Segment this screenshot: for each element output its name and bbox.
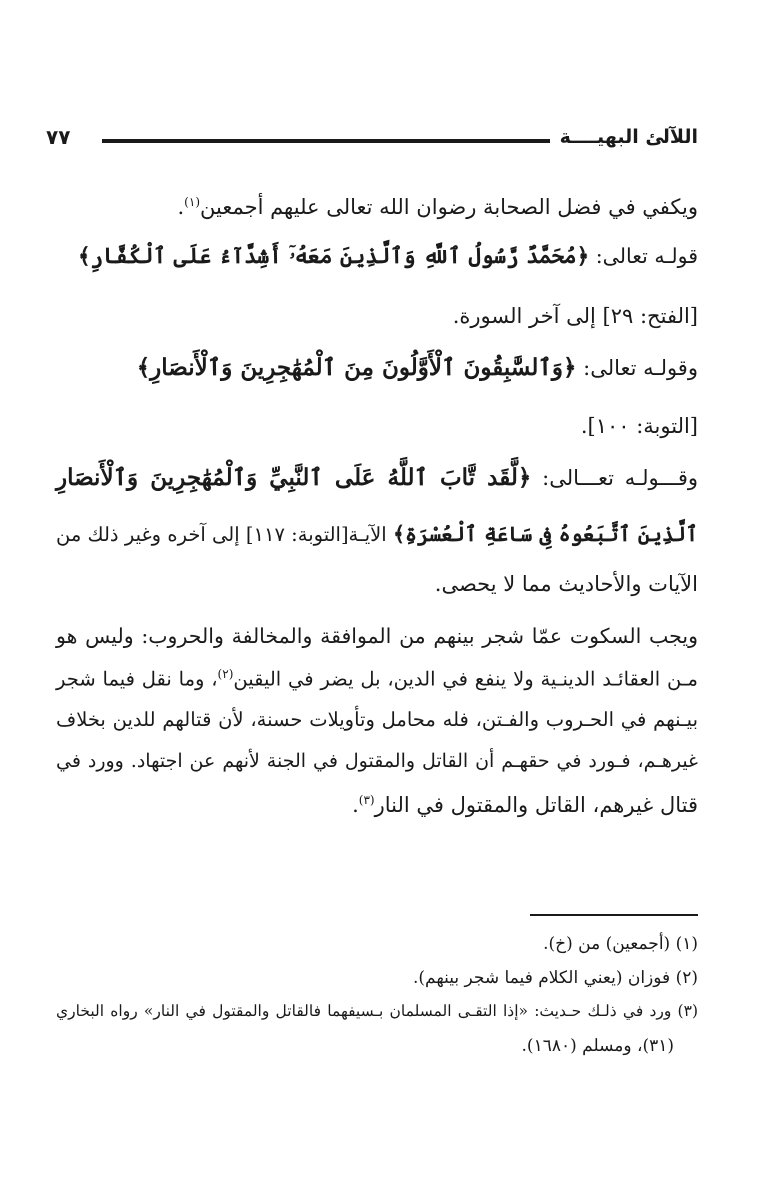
text-segment: ويكفي في فضل الصحابة رضوان الله تعالى عليهم أجمعين (200, 195, 698, 219)
quran-verse: ٱلَّذِينَ ٱتَّبَعُوهُ فِى سَاعَةِ ٱلْعُسْرَةِ﴾ (392, 522, 698, 546)
footnote-ref-3: (٣) (358, 793, 375, 807)
text-line-5: [التوبة: ١٠٠]. (580, 414, 698, 438)
header-rule (102, 139, 550, 143)
verse-intro: قولـه تعالى: (595, 244, 698, 268)
text-line-13 (352, 794, 698, 816)
text-segment: قتال غيرهم، القاتل والمقتول في النار (374, 793, 698, 817)
text-line-7 (56, 524, 698, 545)
footnote-ref-1: (١) (184, 195, 200, 209)
footnote-separator (530, 914, 698, 916)
text-line-1 (177, 196, 698, 218)
text-line-11: بيـنهم في الحـروب والفـتن، فله محامل وتأويلات حسنة، لأن قتالهم للدين بخلاف (56, 708, 698, 731)
text-line-2 (78, 246, 698, 268)
page-number: ٧٧ (46, 125, 71, 149)
text-segment: ، وما نقل فيما شجر (56, 667, 218, 691)
text-line-6 (56, 466, 698, 489)
footnote-3-line-2: (٣١)، ومسلم (١٦٨٠). (521, 1036, 674, 1056)
quran-verse: ﴿وَٱلسَّٰبِقُونَ ٱلْأَوَّلُونَ مِنَ ٱلْمُهَٰجِرِينَ وَٱلْأَنصَارِ﴾ (136, 354, 577, 381)
running-header-title: اللآلئ البهيــــة (559, 126, 698, 148)
verse-intro: وقولـه تعالى: (583, 356, 698, 380)
text-line-12: غيرهـم، فـورد في حقهـم أن القاتل والمقتول في الجنة لأنهم عن اجتهاد. وورد في (56, 750, 698, 772)
text-segment: الآيـة[التوبة: ١١٧] إلى آخره وغير ذلك من (56, 523, 387, 546)
text-line-9: ويجب السكوت عمّا شجر بينهم من الموافقة والمخالفة والحروب: وليس هو (56, 624, 698, 648)
text-line-10 (56, 668, 698, 689)
quran-verse: ﴿مُحَمَّدٌ رَّسُولُ ٱللَّهِ وَٱلَّذِينَ مَعَهُۥٓ أَشِدَّآءُ عَلَى ٱلْكُفَّارِ﴾ (77, 244, 590, 269)
footnote-2: (٢) فوزان (يعني الكلام فيما شجر بينهم). (412, 968, 698, 988)
text-segment: . (177, 195, 185, 219)
text-segment: . (352, 793, 359, 817)
text-line-8: الآيات والأحاديث مما لا يحصى. (434, 572, 698, 596)
text-line-4 (137, 356, 698, 379)
footnote-3-line-1: (٣) ورد في ذلـك حـديث: «إذا التقـى المسلمان بـسيفهما فالقاتل والمقتول في النار» رواه البخاري (56, 1002, 698, 1020)
text-segment: مـن العقائـد الدينـية ولا ينفع في الدين، بل يضر في اليقين (233, 667, 699, 691)
footnote-1: (١) (أجمعين) من (خ). (543, 934, 698, 954)
quran-verse: ﴿لَّقَد تَّابَ ٱللَّهُ عَلَى ٱلنَّبِيِّ وَٱلْمُهَٰجِرِينَ وَٱلْأَنصَارِ (56, 464, 532, 491)
footnote-ref-2: (٢) (217, 667, 234, 681)
verse-intro: وقـــولـه تعـــالى: (542, 466, 699, 490)
text-line-3: [الفتح: ٢٩] إلى آخر السورة. (452, 304, 698, 328)
